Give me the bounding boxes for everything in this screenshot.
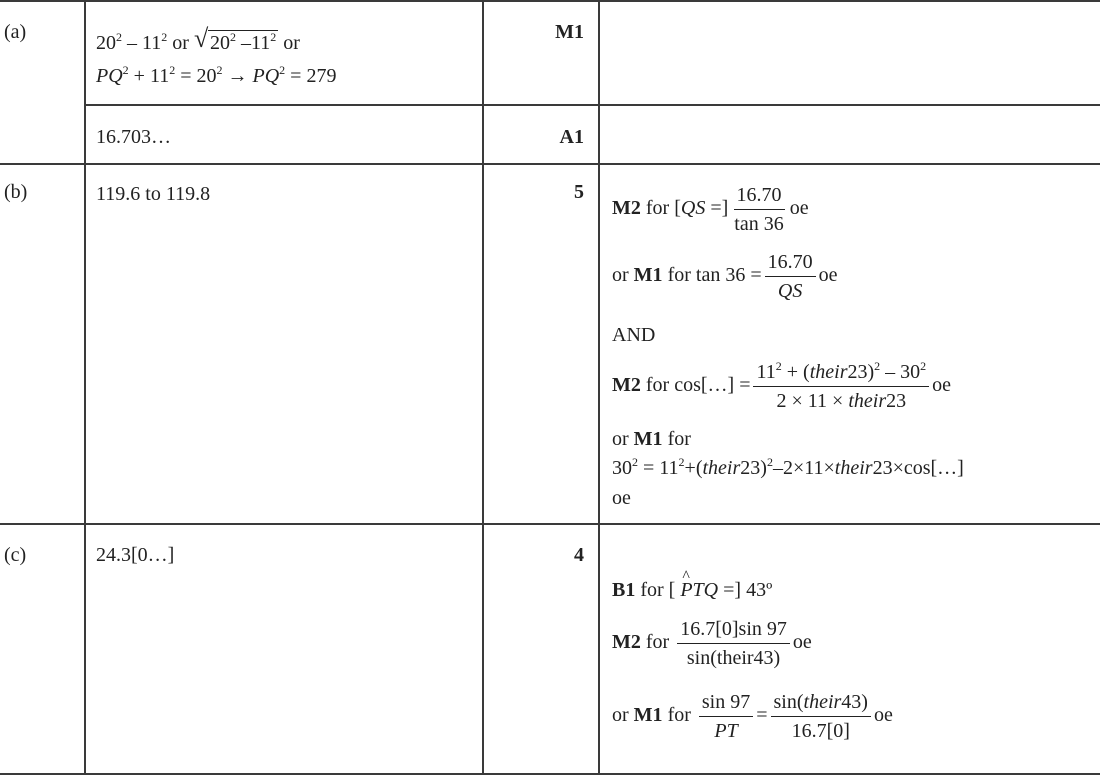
- grid-line-b-c: [0, 523, 1100, 525]
- mark-a1: M1: [555, 21, 584, 43]
- answer-b: 119.6 to 119.8: [96, 183, 211, 205]
- guidance-c-m1-sine-rule: or M1 for $\frac{\sin 97}{PT}$ = $\frac{\text{sin(their43)}}{16.7[0]}$ oe: [612, 691, 893, 742]
- guidance-b-cosine-rule: $30^2$ = $11^2+(their23)^2-2\times 11\times their23\times\cos[\dots]$: [612, 455, 964, 479]
- square-root: √ $20^2$ $-11^2$: [193, 24, 277, 54]
- grid-line-col1: [84, 0, 86, 775]
- part-label-a: (a): [4, 21, 27, 43]
- fraction: $\frac{11^2 + (their23)^2 - 30^2}{\text{2 × 11 × their23}}$: [753, 360, 929, 413]
- part-label-c: (c): [4, 544, 27, 566]
- mark-c: 4: [574, 544, 584, 566]
- mark-a2: A1: [559, 126, 584, 148]
- fraction: $\frac{\sin 97}{PT}$: [699, 690, 753, 743]
- fraction: $\frac{\text{sin(their43)}}{16.7[0]}$: [771, 690, 871, 743]
- fraction: $\frac{16.70}{\tan 36}$: [734, 184, 784, 235]
- grid-line-a-b: [0, 163, 1100, 165]
- guidance-b-m1-for: or M1 for: [612, 428, 691, 450]
- guidance-b-m1-tan: or M1 for tan 36 = $\frac{16.70}{QS}$ oe: [612, 251, 838, 302]
- answer-a-value: 16.703…: [96, 126, 171, 148]
- guidance-b-m2-cos: M2 for cos[…] = $\frac{11^2 + (their23)^2 - 30^2}{\text{2 × 11 × their23}}$ oe: [612, 359, 952, 412]
- answer-a-line1: $20^2 - 11^2$ or √ $20^2$ $-11^2$ or: [96, 24, 300, 54]
- grid-line-top: [0, 0, 1100, 2]
- fraction: $\frac{16.70}{QS}$: [765, 250, 816, 303]
- grid-line-a-inner: [84, 104, 1100, 106]
- answer-c: 24.3[0…]: [96, 544, 175, 566]
- answer-a-line2: $PQ^2 + 11^2 = 20^2 \to PQ^2 = 279$: [96, 63, 337, 87]
- part-label-b: (b): [4, 181, 28, 203]
- guidance-b-oe: oe: [612, 487, 631, 509]
- grid-line-col2: [482, 0, 484, 775]
- fraction: $\frac{16.7[0]\sin 97}{\text{sin(their43)}}$: [677, 617, 790, 670]
- mark-b: 5: [574, 181, 584, 203]
- guidance-b-and: AND: [612, 324, 656, 346]
- guidance-c-b1-angle: B1 for [ ^ PTQ =] 43º: [612, 578, 772, 602]
- grid-line-bottom: [0, 773, 1100, 775]
- guidance-c-m2-sine: M2 for $\frac{16.7[0]\sin 97}{\text{sin(their43)}}$ oe: [612, 618, 812, 669]
- grid-line-col3: [598, 0, 600, 775]
- guidance-b-m2-qs: M2 for [QS =] $\frac{16.70}{\tan 36}$ oe: [612, 184, 809, 235]
